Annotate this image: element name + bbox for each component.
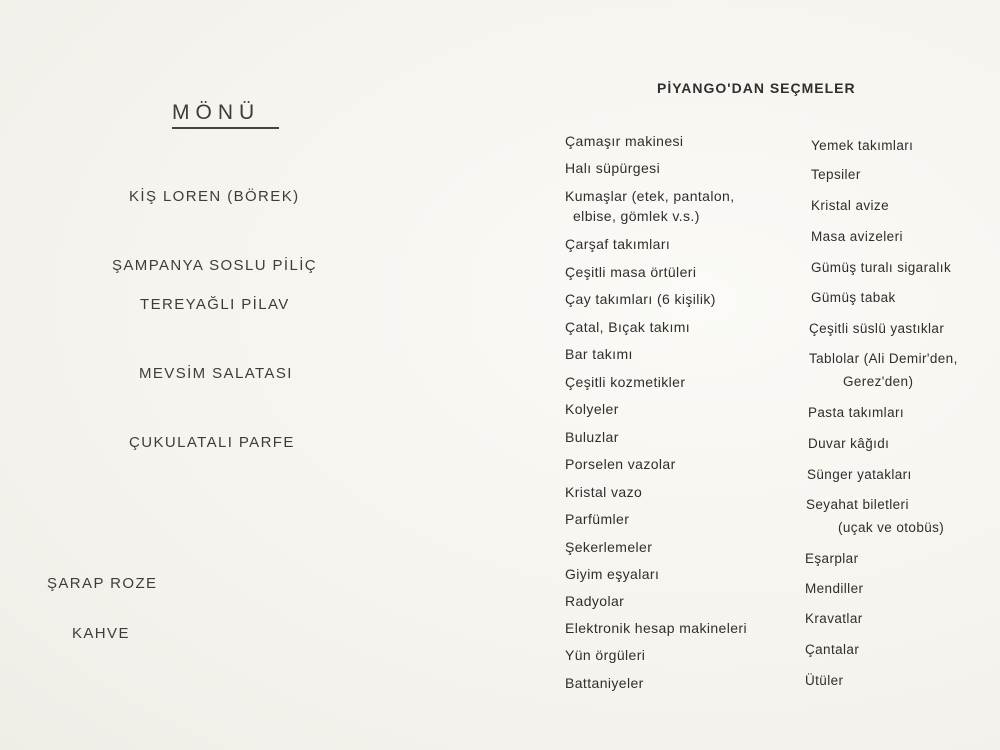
- prize-item-continued: (uçak ve otobüs): [838, 520, 945, 535]
- prize-item: Çay takımları (6 kişilik): [565, 291, 716, 307]
- prize-item: Sünger yatakları: [807, 467, 912, 482]
- prize-item: Halı süpürgesi: [565, 160, 661, 176]
- menu-title: MÖNÜ: [172, 101, 261, 124]
- lottery-title: PİYANGO'DAN SEÇMELER: [657, 80, 856, 96]
- menu-item-parfait: ÇUKULATALI PARFE: [129, 434, 295, 451]
- prize-item: Duvar kâğıdı: [808, 436, 890, 451]
- prize-item: Şekerlemeler: [565, 539, 653, 555]
- menu-item-quiche: KİŞ LOREN (BÖREK): [129, 188, 300, 205]
- prize-item: Gümüş turalı sigaralık: [811, 260, 952, 275]
- prize-item: Pasta takımları: [808, 405, 905, 420]
- prize-item: Çeşitli süslü yastıklar: [809, 321, 945, 336]
- prize-item: Kristal vazo: [565, 484, 643, 500]
- prize-item: Yemek takımları: [811, 138, 914, 153]
- prize-item: Çarşaf takımları: [565, 236, 671, 252]
- menu-item-pilaf: TEREYAĞLI PİLAV: [140, 296, 290, 313]
- prize-item: Tablolar (Ali Demir'den,: [809, 351, 958, 366]
- prize-item: Çeşitli kozmetikler: [565, 374, 686, 390]
- prize-item: Porselen vazolar: [565, 456, 676, 472]
- prize-item-continued: Gerez'den): [843, 374, 914, 389]
- prize-item: Radyolar: [565, 593, 625, 609]
- prize-item: Elektronik hesap makineleri: [565, 620, 747, 636]
- prize-item: Çantalar: [805, 642, 860, 657]
- prize-item: Kumaşlar (etek, pantalon,: [565, 188, 735, 204]
- prize-item: Kravatlar: [805, 611, 863, 626]
- prize-item: Seyahat biletleri: [806, 497, 909, 512]
- prize-item: Masa avizeleri: [811, 229, 903, 244]
- prize-item: Parfümler: [565, 511, 630, 527]
- menu-title-underline: [172, 127, 279, 129]
- prize-item: Çeşitli masa örtüleri: [565, 264, 697, 280]
- prize-item: Mendiller: [805, 581, 864, 596]
- prize-item: Çatal, Bıçak takımı: [565, 319, 691, 335]
- menu-item-salad: MEVSİM SALATASI: [139, 365, 293, 382]
- prize-item: Gümüş tabak: [811, 290, 896, 305]
- menu-item-chicken: ŞAMPANYA SOSLU PİLİÇ: [112, 257, 318, 274]
- prize-item: Ütüler: [805, 673, 844, 688]
- prize-item: Tepsiler: [811, 167, 861, 182]
- menu-drink-wine: ŞARAP ROZE: [47, 575, 158, 592]
- prize-item: Kristal avize: [811, 198, 889, 213]
- prize-item: Giyim eşyaları: [565, 566, 660, 582]
- prize-item: Buluzlar: [565, 429, 619, 445]
- prize-item: Kolyeler: [565, 401, 619, 417]
- prize-item: Bar takımı: [565, 346, 633, 362]
- prize-item: Çamaşır makinesi: [565, 133, 684, 149]
- prize-item: Eşarplar: [805, 551, 859, 566]
- prize-item: Battaniyeler: [565, 675, 644, 691]
- prize-item-continued: elbise, gömlek v.s.): [573, 208, 700, 224]
- prize-item: Yün örgüleri: [565, 647, 646, 663]
- menu-drink-coffee: KAHVE: [72, 625, 130, 642]
